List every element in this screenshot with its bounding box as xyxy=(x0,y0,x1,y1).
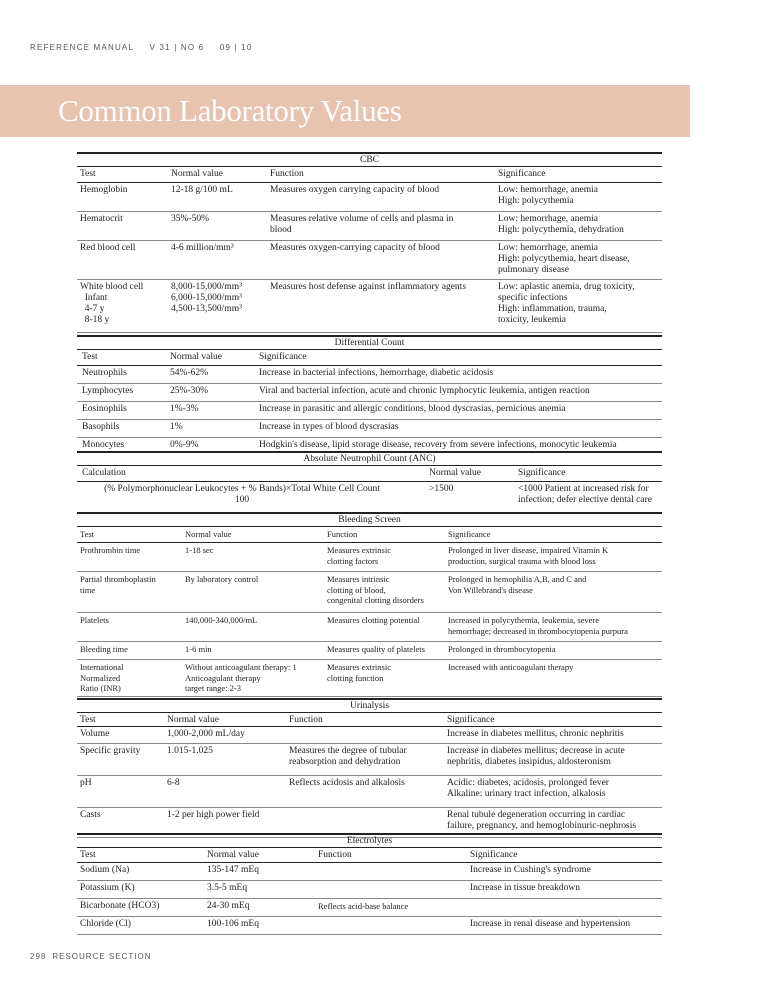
table-row xyxy=(77,744,662,776)
cell-line: Potassium (K) xyxy=(80,883,135,893)
cell-line: Measures extrinsic xyxy=(327,662,391,672)
column-header: Test xyxy=(80,850,96,860)
page-footer xyxy=(30,952,157,961)
column-header-row xyxy=(77,527,662,543)
cell-line: Specific gravity xyxy=(80,746,141,756)
table-row xyxy=(77,543,662,572)
cell-line: clotting function xyxy=(327,672,384,683)
table-row xyxy=(77,366,662,384)
table-row xyxy=(77,183,662,212)
cell-line: Prolonged in hemophilia A,B, and C and xyxy=(448,574,587,584)
normal-cell xyxy=(207,901,249,912)
column-header: Significance xyxy=(470,850,518,860)
column-header-row xyxy=(77,466,662,482)
cell-line: Platelets xyxy=(80,615,109,625)
significance-cell xyxy=(448,545,608,566)
cell-line: 54%-62% xyxy=(170,368,208,378)
normal-cell xyxy=(167,729,245,740)
cell-line: Increased with anticoagulant therapy xyxy=(448,662,574,672)
cell-line: 6-8 xyxy=(167,778,180,788)
cell-line: High: inflammation, trauma, xyxy=(498,304,607,314)
urinalysis-section-title: Urinalysis xyxy=(77,698,662,713)
normal-cell xyxy=(170,440,199,451)
cell-line: Reflects acid-base balance xyxy=(318,901,409,911)
significance-cell xyxy=(448,615,628,636)
significance-cell xyxy=(470,865,591,876)
cell-line: Hemoglobin xyxy=(80,185,128,195)
normal-cell xyxy=(207,883,247,894)
cell-line: Low: aplastic anemia, drug toxicity, xyxy=(498,282,635,292)
function-cell xyxy=(289,778,405,789)
test-cell xyxy=(80,919,131,930)
table-row xyxy=(77,642,662,660)
cell-line: 100-106 mEq xyxy=(207,919,259,929)
cell-line: pH xyxy=(80,778,92,788)
test-cell xyxy=(80,810,101,821)
cell-line: 3.5-5 mEq xyxy=(207,883,248,893)
table-row xyxy=(77,384,662,402)
column-header: Significance xyxy=(447,715,495,725)
normal-cell xyxy=(170,404,199,415)
cell-line: <1000 Patient at increased risk for xyxy=(518,484,649,494)
cell-line: 12-18 g/100 mL xyxy=(171,185,233,195)
table-row xyxy=(77,572,662,613)
electrolytes-table xyxy=(77,833,662,935)
test-cell xyxy=(80,615,109,626)
table-row xyxy=(77,402,662,420)
normal-cell xyxy=(167,746,213,757)
cell-line: 4,500-13,500/mm³ xyxy=(171,304,242,314)
normal-cell xyxy=(207,919,259,930)
column-header: Function xyxy=(327,529,358,539)
significance-cell xyxy=(498,185,598,207)
column-header: Function xyxy=(289,715,323,725)
test-cell xyxy=(82,368,127,379)
test-cell xyxy=(82,440,124,451)
normal-cell xyxy=(171,243,234,254)
cell-line: Ratio (INR) xyxy=(80,683,121,693)
cell-line: Prolonged in liver disease, impaired Vitamin K xyxy=(448,545,609,555)
cbc-table xyxy=(77,152,662,333)
cell-line: Chloride (Cl) xyxy=(80,919,131,929)
test-cell xyxy=(80,883,135,894)
significance-cell xyxy=(498,214,624,236)
cell-line: 35%-50% xyxy=(171,214,209,224)
cell-line: High: polycythemia xyxy=(498,196,574,206)
normal-cell xyxy=(429,484,453,495)
significance-cell xyxy=(448,662,573,673)
urinalysis-table xyxy=(77,698,662,838)
cell-line: Neutrophils xyxy=(82,368,127,378)
cell-line: Infant xyxy=(80,293,108,303)
function-cell xyxy=(327,644,425,655)
cell-line: Measures relative volume of cells and plasma in xyxy=(270,214,454,224)
test-cell xyxy=(80,778,92,789)
page-number: 298 xyxy=(30,952,47,961)
publication-name: REFERENCE MANUAL xyxy=(30,43,135,52)
cell-line: Measures oxygen-carrying capacity of blood xyxy=(270,243,440,253)
significance-cell xyxy=(498,243,630,276)
cell-line: Sodium (Na) xyxy=(80,865,130,875)
test-cell xyxy=(80,729,109,740)
cell-line: Bleeding time xyxy=(80,644,128,654)
cell-line: Measures quality of platelets xyxy=(327,644,425,654)
table-row xyxy=(77,727,662,744)
function-cell xyxy=(318,901,408,912)
calculation-cell xyxy=(82,484,402,506)
table-row xyxy=(77,482,662,513)
function-cell xyxy=(289,746,407,768)
column-header: Test xyxy=(80,169,96,179)
cell-line: Increase in parasitic and allergic conditions, blood dyscrasias, pernicious anemia xyxy=(259,404,566,414)
cell-line: 6,000-15,000/mm³ xyxy=(171,293,242,303)
cell-line: reabsorption and dehydration xyxy=(289,757,401,767)
cell-line: 1.015-1.025 xyxy=(167,746,213,756)
test-cell xyxy=(80,644,128,655)
cell-line: 1,000-2,000 mL/day xyxy=(167,729,245,739)
table-row xyxy=(77,660,662,697)
cell-line: Hodgkin's disease, lipid storage disease, recovery from severe infections, monocytic leukemia xyxy=(259,440,617,450)
cell-line: International xyxy=(80,662,124,672)
cell-line: Measures extrinsic xyxy=(327,545,391,555)
cell-line: target range: 2-3 xyxy=(185,683,242,693)
column-header: Normal value xyxy=(167,715,219,725)
cell-line: Prothrombin time xyxy=(80,545,141,555)
cell-line: Prolonged in thrombocytopenia xyxy=(448,644,556,654)
cell-line: High: polycythemia, heart disease, xyxy=(498,254,630,264)
cell-line: 4-6 million/mm³ xyxy=(171,243,234,253)
cell-line: Basophils xyxy=(82,422,120,432)
cell-line: Without anticoagulant therapy: 1 xyxy=(185,662,297,672)
column-header: Test xyxy=(82,352,98,362)
normal-cell xyxy=(171,214,209,225)
cell-line: Viral and bacterial infection, acute and chronic lymphocytic leukemia, antigen reaction xyxy=(259,386,590,396)
significance-cell xyxy=(259,404,566,415)
cell-line: production, surgical trauma with blood loss xyxy=(448,555,596,566)
table-row xyxy=(77,863,662,881)
cell-line: 1%-3% xyxy=(170,404,199,414)
cell-line: 8-18 y xyxy=(80,315,110,325)
normal-cell xyxy=(185,545,214,556)
significance-cell xyxy=(259,368,493,379)
function-cell xyxy=(327,662,391,683)
cell-line: 0%-9% xyxy=(170,440,199,450)
significance-cell xyxy=(448,644,556,655)
cell-line: Increased in polycythemia, leukemia, severe xyxy=(448,615,600,625)
table-row xyxy=(77,613,662,642)
anc-table xyxy=(77,451,662,513)
cell-line: Volume xyxy=(80,729,110,739)
test-cell xyxy=(80,282,143,326)
cell-line: 1-6 min xyxy=(185,644,212,654)
cell-line: toxicity, leukemia xyxy=(498,315,566,325)
differential-count-table xyxy=(77,335,662,453)
cell-line: Increase in Cushing's syndrome xyxy=(470,865,591,875)
cell-line: infection; defer elective dental care xyxy=(518,495,652,505)
cell-line: Measures host defense against inflammatory agents xyxy=(270,282,467,292)
column-header: Significance xyxy=(498,169,546,179)
cell-line: hemorrhage; decreased in thrombocytopenia purpura xyxy=(448,625,628,636)
test-cell xyxy=(80,746,140,757)
cell-line: Eosinophils xyxy=(82,404,127,414)
cell-line: Reflects acidosis and alkalosis xyxy=(289,778,405,788)
table-row xyxy=(77,241,662,280)
significance-cell xyxy=(518,484,652,506)
running-header xyxy=(30,43,253,52)
significance-cell xyxy=(470,919,630,930)
normal-cell xyxy=(171,185,233,196)
table-row xyxy=(77,899,662,917)
normal-cell xyxy=(167,778,180,789)
column-header: Function xyxy=(270,169,304,179)
column-header: Significance xyxy=(518,468,566,478)
volume-number: V 31 | NO 6 xyxy=(149,43,205,52)
cell-line: Acidic: diabetes, acidosis, prolonged fever xyxy=(447,778,609,788)
function-cell xyxy=(270,243,440,254)
normal-cell xyxy=(170,368,208,379)
significance-cell xyxy=(470,883,580,894)
cell-line: Measures intrinsic xyxy=(327,574,390,584)
cell-line: Increase in types of blood dyscrasias xyxy=(259,422,399,432)
test-cell xyxy=(80,574,156,595)
function-cell xyxy=(327,615,420,626)
column-header: Calculation xyxy=(82,468,126,478)
cell-line: Measures the degree of tubular xyxy=(289,746,407,756)
test-cell xyxy=(82,422,119,433)
cell-line: 140,000-340,000/mL xyxy=(185,615,258,625)
cell-line: Low: hemorrhage, anemia xyxy=(498,243,598,253)
test-cell xyxy=(80,901,159,912)
column-header-row xyxy=(77,713,662,727)
normal-cell xyxy=(185,662,297,694)
significance-cell xyxy=(447,778,609,800)
normal-cell xyxy=(185,574,258,585)
column-header: Function xyxy=(318,850,352,860)
significance-cell xyxy=(259,422,399,433)
cell-line: 8,000-15,000/mm³ xyxy=(171,282,242,292)
normal-cell xyxy=(170,422,183,433)
footer-section: RESOURCE SECTION xyxy=(52,952,152,961)
cell-line: Alkaline: urinary tract infection, alkalosis xyxy=(447,789,606,799)
function-cell xyxy=(270,185,439,196)
page-title: Common Laboratory Values xyxy=(58,93,402,128)
cell-line: blood xyxy=(270,225,292,235)
cell-line: Lymphocytes xyxy=(82,386,134,396)
cell-line: Anticoagulant therapy xyxy=(185,672,261,683)
cell-line: 25%-30% xyxy=(170,386,208,396)
column-header: Test xyxy=(80,529,95,539)
test-cell xyxy=(80,185,128,196)
significance-cell xyxy=(259,440,617,451)
column-header: Significance xyxy=(259,352,307,362)
cell-line: Increase in renal disease and hypertension xyxy=(470,919,631,929)
cell-line: Increase in tissue breakdown xyxy=(470,883,581,893)
cell-line: 1% xyxy=(170,422,183,432)
test-cell xyxy=(82,404,127,415)
cell-line: Increase in diabetes mellitus; decrease in acute xyxy=(447,746,625,756)
normal-cell xyxy=(207,865,259,876)
cell-line: Partial thromboplastin xyxy=(80,574,156,584)
test-cell xyxy=(82,386,133,397)
significance-cell xyxy=(448,574,586,595)
function-cell xyxy=(270,214,453,236)
test-cell xyxy=(80,243,135,254)
normal-cell xyxy=(185,615,257,626)
cell-line: failure, pregnancy, and hemoglobinuric-nephrosis xyxy=(447,821,637,831)
cell-line: Increase in diabetes mellitus, chronic nephritis xyxy=(447,729,624,739)
column-header: Normal value xyxy=(185,529,232,539)
normal-cell xyxy=(170,386,208,397)
table-row xyxy=(77,917,662,935)
column-header: Normal value xyxy=(170,352,222,362)
cell-line: Measures oxygen carrying capacity of blood xyxy=(270,185,440,195)
column-header: Significance xyxy=(448,529,491,539)
test-cell xyxy=(80,865,129,876)
cell-line: Measures clotting potential xyxy=(327,615,420,625)
bleeding-screen-table xyxy=(77,512,662,697)
table-row xyxy=(77,212,662,241)
cell-line: Red blood cell xyxy=(80,243,136,253)
normal-cell xyxy=(167,810,259,821)
cell-line: 100 xyxy=(234,495,250,505)
cell-line: Low: hemorrhage, anemia xyxy=(498,214,598,224)
cell-line: High: polycythemia, dehydration xyxy=(498,225,624,235)
cell-line: Low: hemorrhage, anemia xyxy=(498,185,598,195)
cell-line: Von Willebrand's disease xyxy=(448,584,533,595)
normal-cell xyxy=(171,282,242,315)
cell-line: 1-18 sec xyxy=(185,545,214,555)
cbc-section-title: CBC xyxy=(77,152,662,167)
column-header: Normal value xyxy=(207,850,259,860)
significance-cell xyxy=(498,282,635,326)
column-header: Normal value xyxy=(429,468,481,478)
significance-cell xyxy=(447,746,625,768)
test-cell xyxy=(80,214,123,225)
cell-line: (% Polymorphonuclear Leukocytes + % Bands)×Total White Cell Count xyxy=(104,484,380,494)
significance-cell xyxy=(259,386,590,397)
cell-line: clotting factors xyxy=(327,555,379,566)
table-row xyxy=(77,280,662,333)
column-header-row xyxy=(77,350,662,366)
cell-line: Increase in bacterial infections, hemorrhage, diabetic acidosis xyxy=(259,368,494,378)
test-cell xyxy=(80,662,123,694)
cell-line: Hematocrit xyxy=(80,214,123,224)
function-cell xyxy=(327,545,391,566)
bleeding-section-title: Bleeding Screen xyxy=(77,512,662,527)
table-row xyxy=(77,881,662,899)
issue-date: 09 | 10 xyxy=(219,43,253,52)
function-cell xyxy=(270,282,466,293)
cell-line: 4-7 y xyxy=(80,304,105,314)
cell-line: Casts xyxy=(80,810,101,820)
cell-line: Bicarbonate (HCO3) xyxy=(80,901,160,911)
column-header-row xyxy=(77,848,662,863)
column-header: Test xyxy=(80,715,96,725)
test-cell xyxy=(80,545,140,556)
cell-line: Normalized xyxy=(80,672,121,683)
cell-line: 135-147 mEq xyxy=(207,865,259,875)
cell-line: pulmonary disease xyxy=(498,265,569,275)
cell-line: specific infections xyxy=(498,293,568,303)
cell-line: congenital clotting disorders xyxy=(327,595,424,605)
anc-section-title: Absolute Neutrophil Count (ANC) xyxy=(77,451,662,466)
cell-line: 1-2 per high power field xyxy=(167,810,260,820)
cell-line: 24-30 mEq xyxy=(207,901,250,911)
table-row xyxy=(77,776,662,808)
cell-line: time xyxy=(80,584,96,595)
column-header-row xyxy=(77,167,662,183)
cell-line: Monocytes xyxy=(82,440,125,450)
cell-line: White blood cell xyxy=(80,282,144,292)
cell-line: nephritis, diabetes insipidus, aldosteronism xyxy=(447,757,611,767)
table-row xyxy=(77,420,662,438)
normal-cell xyxy=(185,644,212,655)
function-cell xyxy=(327,574,424,606)
cell-line: By laboratory control xyxy=(185,574,259,584)
significance-cell xyxy=(447,729,624,740)
electrolytes-section-title: Electrolytes xyxy=(77,833,662,848)
cell-line: >1500 xyxy=(429,484,454,494)
cell-line: clotting of blood, xyxy=(327,584,386,595)
significance-cell xyxy=(447,810,636,832)
differential-section-title: Differential Count xyxy=(77,335,662,350)
column-header: Normal value xyxy=(171,169,223,179)
cell-line: Renal tubule degeneration occurring in cardiac xyxy=(447,810,626,820)
